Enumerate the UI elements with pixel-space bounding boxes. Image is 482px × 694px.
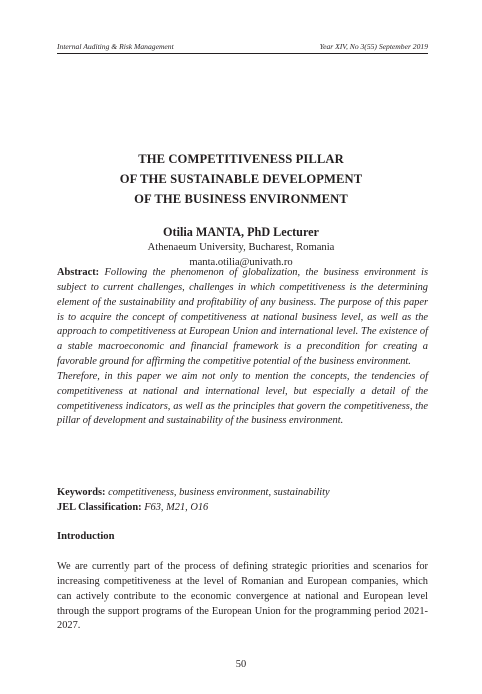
- keywords-block: [57, 486, 428, 516]
- title-line-1: THE COMPETITIVENESS PILLAR: [138, 152, 344, 166]
- running-header: [57, 42, 428, 54]
- abstract: [57, 266, 428, 429]
- keywords-line: [57, 486, 428, 501]
- title-line-2: OF THE SUSTAINABLE DEVELOPMENT: [119, 172, 363, 186]
- jel-value: F63, M21, O16: [144, 501, 209, 513]
- jel-label: JEL Classification:: [57, 501, 142, 513]
- page-number: 50: [235, 659, 247, 670]
- keywords-label: Keywords:: [57, 487, 106, 498]
- introduction-body: [57, 560, 428, 634]
- abstract-paragraph-2: Therefore, in this paper we aim not only to mention the concepts, the tendencies of competitiveness at national and international level, but especially a detail of the competitiveness indicators, as well as the principles that govern the competitiveness, the pillar of development and sustainability of the business environment.: [57, 370, 428, 427]
- author-email: manta.otilia@univath.ro: [189, 256, 293, 268]
- abstract-label: Abstract:: [57, 267, 100, 278]
- abstract-text-1: Following the phenomenon of globalization, the business environment is subject to current challenges, challenges in which competitiveness is the determining element of the sustainability and profitability of any business. The purpose of this paper is to acquire the concept of competitiveness at national business level, as well as the approach to competitiveness at European Union and international level. The existence of a stable macroeconomic and financial framework is a precondition for creating a favorable ground for affirming the competitive potential of the business environment.: [57, 267, 428, 368]
- author-affiliation: Athenaeum University, Bucharest, Romania: [147, 242, 335, 253]
- author-name: Otilia MANTA, PhD Lecturer: [163, 225, 319, 239]
- paper-title: [40, 149, 442, 209]
- keywords-value: competitiveness, business environment, sustainability: [108, 487, 330, 498]
- introduction-paragraph: We are currently part of the process of defining strategic priorities and scenarios for increasing competitiveness at the level of Romanian and European companies, which can actively contribute to the economic convergence at national and European level through the support programs of the European Union for the programming period 2021-2027.: [57, 561, 428, 632]
- author-block: [40, 224, 442, 270]
- jel-line: [57, 501, 428, 516]
- issue-info: Year XIV, No 3(55) September 2019: [319, 42, 428, 51]
- title-line-3: OF THE BUSINESS ENVIRONMENT: [134, 192, 348, 206]
- section-heading-introduction: Introduction: [57, 531, 115, 542]
- journal-name: Internal Auditing & Risk Management: [57, 42, 174, 51]
- abstract-paragraph-1: [57, 266, 428, 370]
